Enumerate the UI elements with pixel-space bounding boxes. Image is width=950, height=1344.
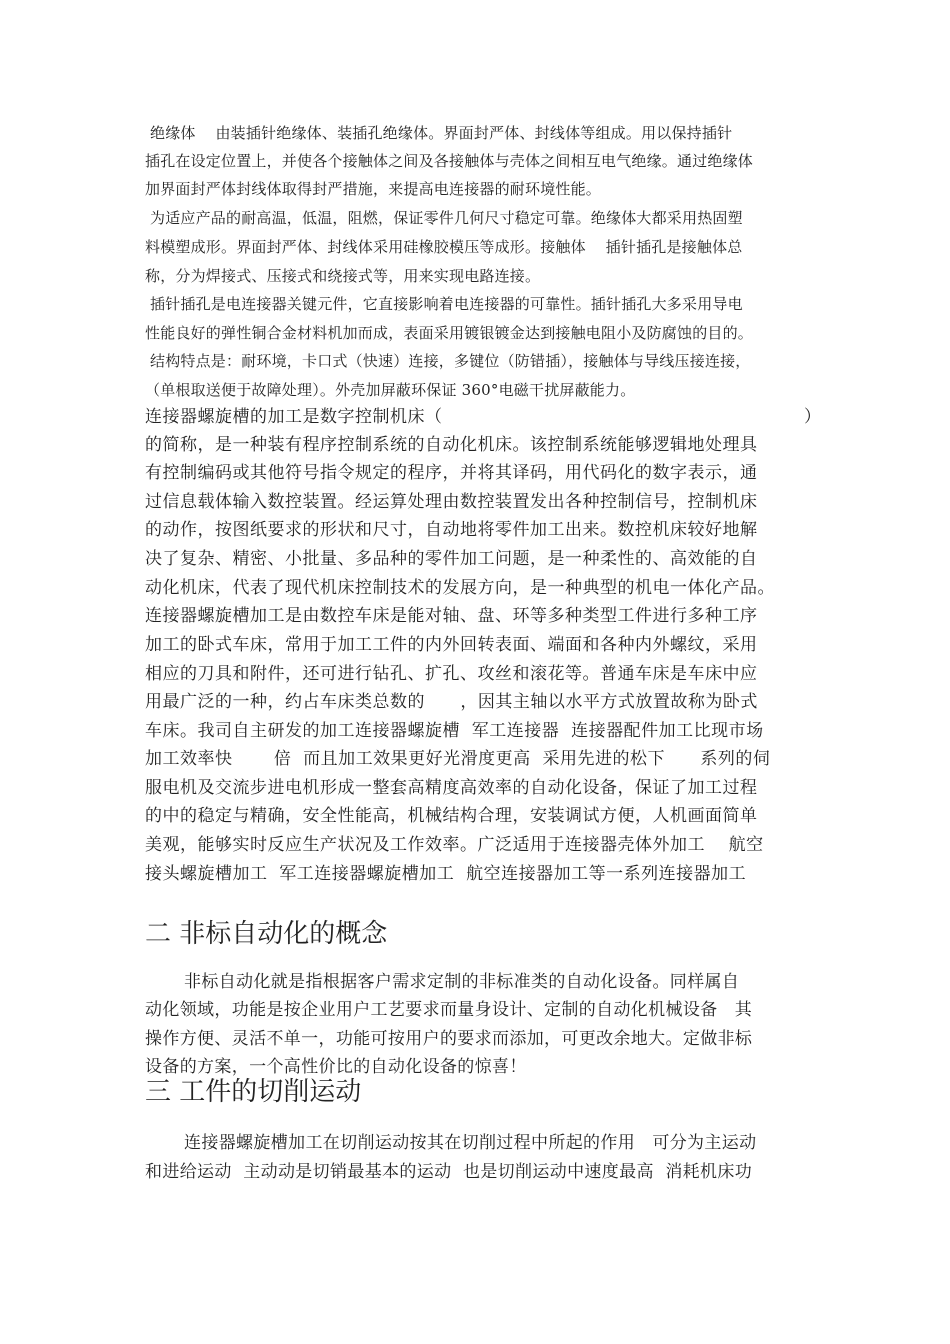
cnc-line: 动化机床，代表了现代机床控制技术的发展方向，是一种典型的机电一体化产品。 — [145, 578, 775, 598]
cnc-line: 服电机及交流步进电机形成一整套高精度高效率的自动化设备，保证了加工过程 — [145, 778, 758, 798]
intro-line: 插孔在设定位置上，并使各个接触体之间及各接触体与壳体之间相互电气绝缘。通过绝缘体 — [145, 152, 754, 170]
cnc-line: 连接器螺旋槽加工是由数控车床是能对轴、盘、环等多种类型工件进行多种工序 — [145, 606, 758, 626]
intro-line: 为适应产品的耐高温，低温，阻燃，保证零件几何尺寸稳定可靠。绝缘体大都采用热固塑 — [150, 209, 743, 227]
cnc-line: 接头螺旋槽加工 军工连接器螺旋槽加工 航空连接器加工等一系列连接器加工 — [145, 864, 747, 884]
intro-line: 料模塑成形。界面封严体、封线体采用硅橡胶模压等成形。接触体 插针插孔是接触体总 — [145, 238, 743, 256]
section-2-line: 非标自动化就是指根据客户需求定制的非标准类的自动化设备。同样属自 — [184, 972, 740, 992]
cnc-line: 车床。我司自主研发的加工连接器螺旋槽 军工连接器 连接器配件加工比现市场 — [145, 721, 764, 741]
cnc-line: 相应的刀具和附件，还可进行钻孔、扩孔、攻丝和滚花等。普通车床是车床中应 — [145, 664, 758, 684]
cnc-first-line: 连接器螺旋槽的加工是数字控制机床（ — [145, 407, 443, 427]
section-2-line: 动化领域，功能是按企业用户工艺要求而量身设计、定制的自动化机械设备 其 — [145, 1000, 753, 1020]
cnc-line: 过信息载体输入数控装置。经运算处理由数控装置发出各种控制信号，控制机床 — [145, 492, 758, 512]
cnc-line: 的中的稳定与精确，安全性能高，机械结构合理，安装调试方便，人机画面简单 — [145, 806, 758, 826]
intro-line: 绝缘体 由装插针绝缘体、装插孔绝缘体。界面封严体、封线体等组成。用以保持插针 — [150, 124, 733, 142]
cnc-line: 的动作，按图纸要求的形状和尺寸，自动地将零件加工出来。数控机床较好地解 — [145, 520, 758, 540]
intro-line: 结构特点是：耐环境，卡口式（快速）连接，多键位（防错插），接触体与导线压接连接， — [150, 352, 751, 370]
intro-line: 称，分为焊接式、压接式和绕接式等，用来实现电路连接。 — [145, 267, 541, 285]
cnc-line: 加工的卧式车床，常用于加工工件的内外回转表面、端面和各种内外螺纹，采用 — [145, 635, 758, 655]
section-3-line: 连接器螺旋槽加工在切削运动按其在切削过程中所起的作用 可分为主运动 — [184, 1133, 757, 1153]
cnc-line: 决了复杂、精密、小批量、多品种的零件加工问题，是一种柔性的、高效能的自 — [145, 549, 758, 569]
section-2-heading: 二 非标自动化的概念 — [145, 919, 388, 949]
intro-line: 插针插孔是电连接器关键元件，它直接影响着电连接器的可靠性。插针插孔大多采用导电 — [150, 295, 743, 313]
intro-line: 性能良好的弹性铜合金材料机加而成，表面采用镀银镀金达到接触电阻小及防腐蚀的目的。 — [145, 324, 754, 342]
cnc-first-line-close: ） — [804, 407, 822, 427]
intro-line: 加界面封严体封线体取得封严措施，来提高电连接器的耐环境性能。 — [145, 180, 602, 198]
section-3-heading: 三 工件的切削运动 — [145, 1077, 362, 1107]
cnc-line: 加工效率快 倍 而且加工效果更好光滑度更高 采用先进的松下 系列的伺 — [145, 749, 771, 769]
section-2-line: 操作方便、灵活不单一，功能可按用户的要求而添加，可更改余地大。定做非标 — [145, 1029, 753, 1049]
cnc-line: 美观，能够实时反应生产状况及工作效率。广泛适用于连接器壳体外加工 航空 — [145, 835, 764, 855]
cnc-line: 用最广泛的一种，约占车床类总数的 ，因其主轴以水平方式放置故称为卧式 — [145, 692, 758, 712]
section-3-line: 和进给运动 主动动是切销最基本的运动 也是切削运动中速度最高 消耗机床功 — [145, 1162, 753, 1182]
cnc-line: 的简称，是一种装有程序控制系统的自动化机床。该控制系统能够逻辑地处理具 — [145, 435, 758, 455]
intro-line: （单根取送便于故障处理）。外壳加屏蔽环保证 360°电磁干扰屏蔽能力。 — [145, 381, 636, 399]
section-2-line: 设备的方案，一个高性价比的自动化设备的惊喜！ — [145, 1057, 527, 1077]
cnc-line: 有控制编码或其他符号指令规定的程序，并将其译码，用代码化的数字表示，通 — [145, 463, 758, 483]
